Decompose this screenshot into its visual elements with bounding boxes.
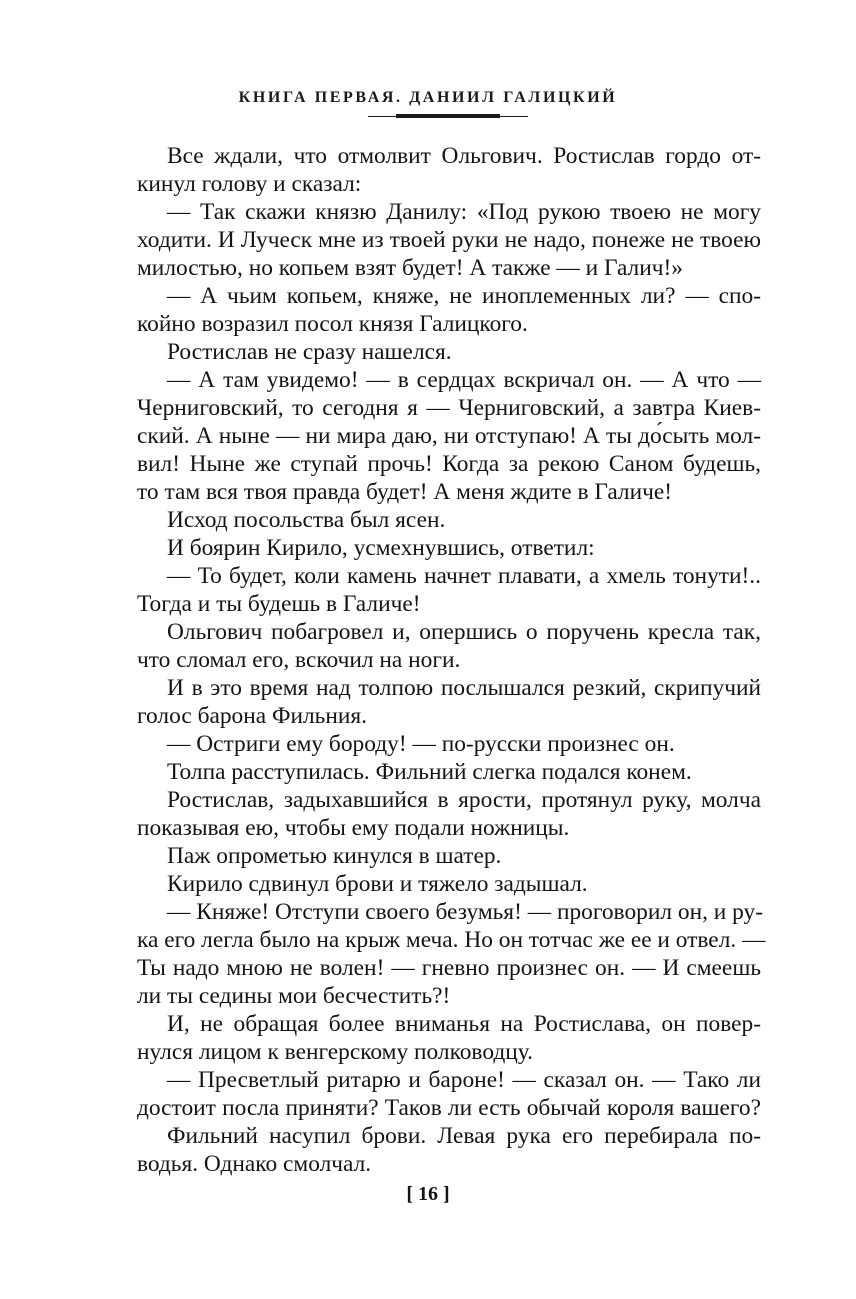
- text-line: кинул голову и сказал:: [137, 171, 362, 197]
- text-line: голос барона Фильния.: [137, 703, 367, 729]
- page-number: [ 16 ]: [406, 1183, 450, 1205]
- text-line: Ростислав не сразу нашелся.: [167, 339, 452, 365]
- text-line: Ольгович побагровел и, опершись о поручень кресла так,: [167, 619, 761, 645]
- text-line: Фильний насупил брови. Левая рука его перебирала по-: [167, 1123, 761, 1149]
- text-line: Все ждали, что отмолвит Ольгович. Ростислав гордо от-: [167, 143, 761, 169]
- text-line: — Так скажи князю Данилу: «Под рукою твоею не могу: [167, 199, 761, 225]
- text-line: Ростислав, задыхавшийся в ярости, протянул руку, молча: [167, 787, 761, 813]
- running-title: КНИГА ПЕРВАЯ. ДАНИИЛ ГАЛИЦКИЙ: [238, 89, 618, 106]
- text-line: Паж опрометью кинулся в шатер.: [167, 843, 502, 869]
- text-line: — Княже! Отступи своего безумья! — проговорил он, и ру-: [167, 899, 764, 925]
- text-line: — А чьим копьем, княже, не иноплеменных ли? — спо-: [167, 283, 761, 309]
- text-line: — То будет, коли камень начнет плавати, а хмель тонути!..: [167, 563, 761, 589]
- text-line: что сломал его, вскочил на ноги.: [137, 647, 461, 673]
- text-line: то там вся твоя правда будет! А меня ждите в Галиче!: [137, 479, 673, 505]
- text-line: И боярин Кирило, усмехнувшись, ответил:: [167, 535, 595, 561]
- text-line: достоит посла приняти? Таков ли есть обычай короля вашего?: [137, 1095, 761, 1121]
- text-line: милостью, но копьем взят будет! А также — и Галич!»: [137, 255, 683, 281]
- text-line: показывая ею, чтобы ему подали ножницы.: [137, 815, 570, 841]
- text-line: Кирило сдвинул брови и тяжело задышал.: [167, 871, 588, 897]
- text-line: Исход посольства был ясен.: [167, 507, 446, 533]
- text-line: Ты надо мною не волен! — гневно произнес он. — И смеешь: [137, 955, 761, 981]
- text-line: ка его легла было на крыж меча. Но он тотчас же ее и отвел. —: [137, 927, 766, 953]
- text-line: И, не обращая более вниманья на Ростислава, он повер-: [167, 1011, 761, 1037]
- text-line: И в это время над толпою послышался резкий, скрипучий: [167, 675, 761, 701]
- body-text: [137, 142, 766, 1178]
- header-rule-accent: [396, 114, 500, 118]
- text-line: ский. А ныне — ни мира даю, ни отступаю! А ты до́сыть мол-: [137, 423, 761, 449]
- text-line: водья. Однако смолчал.: [137, 1151, 372, 1177]
- text-line: — А там увидемо! — в сердцах вскричал он. — А что —: [167, 367, 761, 393]
- text-line: ли ты седины мои бесчестить?!: [137, 983, 451, 1009]
- text-line: ходити. И Луческ мне из твоей руки не надо, понеже не твоею: [137, 227, 761, 253]
- text-line: нулся лицом к венгерскому полководцу.: [137, 1039, 533, 1065]
- text-line: — Остриги ему бороду! — по-русски произнес он.: [167, 731, 675, 757]
- text-line: Толпа расступилась. Фильний слегка подался конем.: [167, 759, 692, 785]
- text-line: — Пресветлый ритарю и бароне! — сказал он. — Тако ли: [167, 1067, 761, 1093]
- text-line: Тогда и ты будешь в Галиче!: [137, 591, 421, 617]
- text-line: вил! Ныне же ступай прочь! Когда за рекою Саном будешь,: [137, 451, 761, 477]
- text-line: койно возразил посол князя Галицкого.: [137, 311, 528, 337]
- text-line: Черниговский, то сегодня я — Черниговский, а завтра Киев-: [137, 395, 761, 421]
